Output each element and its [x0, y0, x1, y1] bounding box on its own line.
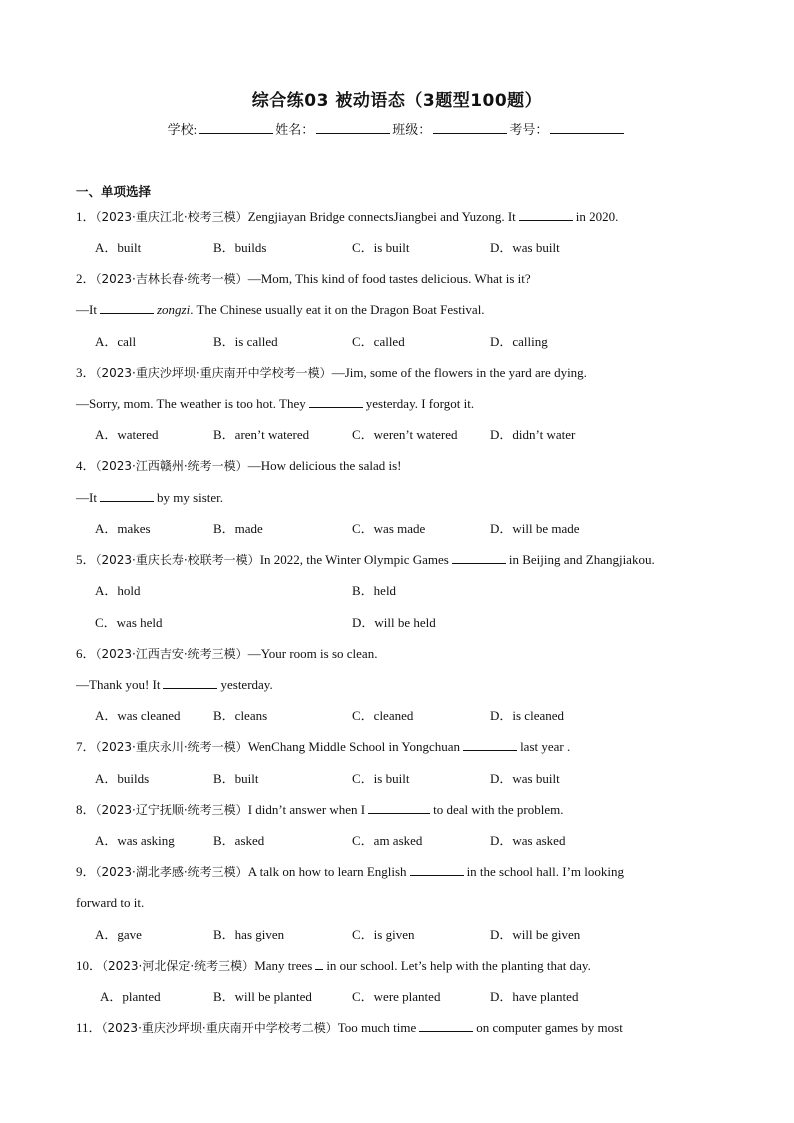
- answer-blank[interactable]: [519, 209, 573, 221]
- question-text-end: . The Chinese usually eat it on the Dragon Boat Festival.: [190, 302, 485, 317]
- answer-blank[interactable]: [309, 396, 363, 408]
- question-2-line-2: [76, 302, 485, 318]
- question-text: Zengjiayan Bridge connectsJiangbei and Yuzong. It: [247, 209, 516, 224]
- answer-blank[interactable]: [419, 1020, 473, 1032]
- question-text-end: to deal with the problem.: [433, 802, 564, 817]
- option-d[interactable]: D．calling: [490, 334, 548, 349]
- option-b[interactable]: B．made: [213, 521, 263, 536]
- question-number: 6．: [76, 646, 96, 661]
- question-text: Many trees: [254, 958, 313, 973]
- question-text: —Mom, This kind of food tastes delicious. What is it?: [247, 271, 531, 286]
- option-a[interactable]: A．hold: [95, 583, 141, 598]
- question-source: （2023·辽宁抚顺·统考三模）: [95, 803, 248, 817]
- question-text: —Sorry, mom. The weather is too hot. They: [76, 396, 306, 411]
- question-source: （2023·吉林长春·统考一模）: [95, 272, 248, 286]
- option-d[interactable]: D．have planted: [490, 989, 579, 1004]
- question-text: I didn’t answer when I: [247, 802, 366, 817]
- school-blank[interactable]: [199, 122, 273, 134]
- option-c[interactable]: C．was made: [352, 521, 426, 536]
- question-text: —Jim, some of the flowers in the yard are dying.: [331, 365, 587, 380]
- question-source: （2023·河北保定·统考三模）: [102, 959, 255, 973]
- option-a[interactable]: A．makes: [95, 521, 151, 536]
- name-label: 姓名：: [275, 122, 315, 137]
- question-text: Too much time: [337, 1020, 417, 1035]
- question-text-end: in the school hall. I’m looking: [466, 864, 624, 879]
- option-b[interactable]: B．builds: [213, 240, 267, 255]
- question-4-line-2: [76, 490, 223, 506]
- option-c[interactable]: C．am asked: [352, 833, 423, 848]
- question-text: —How delicious the salad is!: [247, 458, 402, 473]
- option-c[interactable]: C．is given: [352, 927, 415, 942]
- question-number: 8．: [76, 802, 96, 817]
- option-d[interactable]: D．will be made: [490, 521, 580, 536]
- question-source: （2023·重庆沙坪坝·重庆南开中学校考二模）: [101, 1021, 338, 1035]
- option-b[interactable]: B．has given: [213, 927, 285, 942]
- question-text-end: last year .: [520, 739, 571, 754]
- question-text-end: yesterday. I forgot it.: [365, 396, 475, 411]
- question-text-end: in our school. Let’s help with the planting that day.: [326, 958, 591, 973]
- option-d[interactable]: D．was asked: [490, 833, 566, 848]
- option-c[interactable]: C．is built: [352, 240, 410, 255]
- question-3: [76, 365, 587, 381]
- question-3-line-2: [76, 396, 474, 412]
- question-text-end: in Beijing and Zhangjiakou.: [508, 552, 655, 567]
- question-text-end: by my sister.: [156, 490, 224, 505]
- option-a[interactable]: A．call: [95, 334, 137, 349]
- question-number: 9．: [76, 864, 96, 879]
- option-c[interactable]: C．was held: [95, 615, 163, 630]
- option-c[interactable]: C．is built: [352, 771, 410, 786]
- question-number: 5．: [76, 552, 96, 567]
- question-6: [76, 646, 377, 662]
- question-4: [76, 458, 402, 474]
- question-text: —Thank you! It: [76, 677, 161, 692]
- question-source: （2023·湖北孝感·统考三模）: [95, 865, 248, 879]
- question-number: 10．: [76, 958, 103, 973]
- question-9-line-2: forward to it.: [76, 895, 145, 910]
- question-2: [76, 271, 531, 287]
- student-info-line: [0, 119, 794, 138]
- option-a[interactable]: A．was asking: [95, 833, 175, 848]
- question-1: [76, 209, 618, 225]
- option-a[interactable]: A．built: [95, 240, 142, 255]
- exam-no-blank[interactable]: [550, 122, 624, 134]
- question-text: WenChang Middle School in Yongchuan: [247, 739, 461, 754]
- option-d[interactable]: D．will be given: [490, 927, 581, 942]
- question-number: 4．: [76, 458, 96, 473]
- section-heading: 一、单项选择: [76, 184, 152, 199]
- option-b[interactable]: B．aren’t watered: [213, 427, 310, 442]
- question-number: 11．: [76, 1020, 102, 1035]
- answer-blank[interactable]: [163, 677, 217, 689]
- question-7: [76, 739, 570, 755]
- question-10: [76, 958, 591, 974]
- option-a[interactable]: A．planted: [100, 989, 161, 1004]
- question-11: [76, 1020, 623, 1036]
- school-label: 学校:: [167, 122, 198, 137]
- question-source: （2023·江西赣州·统考一模）: [95, 459, 248, 473]
- question-number: 7．: [76, 739, 96, 754]
- answer-blank[interactable]: [315, 958, 323, 970]
- option-d[interactable]: D．was built: [490, 771, 560, 786]
- answer-blank[interactable]: [452, 552, 506, 564]
- option-b[interactable]: B．will be planted: [213, 989, 312, 1004]
- class-blank[interactable]: [433, 122, 507, 134]
- option-b[interactable]: B．held: [352, 583, 397, 598]
- option-b[interactable]: B．built: [213, 771, 259, 786]
- option-c[interactable]: C．called: [352, 334, 405, 349]
- question-number: 2．: [76, 271, 96, 286]
- answer-blank[interactable]: [463, 739, 517, 751]
- question-text-end: on computer games by most: [476, 1020, 623, 1035]
- question-text: —It: [76, 302, 97, 317]
- class-label: 班级：: [392, 122, 432, 137]
- page-title: 综合练03 被动语态（3题型100题）: [251, 91, 543, 111]
- question-text-end: in 2020.: [575, 209, 619, 224]
- question-text-end: yesterday.: [220, 677, 273, 692]
- italic-word: zongzi: [156, 302, 191, 317]
- option-c[interactable]: C．weren’t watered: [352, 427, 458, 442]
- option-c[interactable]: C．cleaned: [352, 708, 414, 723]
- option-c[interactable]: C．were planted: [352, 989, 441, 1004]
- question-text: In 2022, the Winter Olympic Games: [259, 552, 449, 567]
- question-source: （2023·重庆长寿·校联考一模）: [95, 553, 260, 567]
- option-a[interactable]: A．gave: [95, 927, 142, 942]
- option-b[interactable]: B．asked: [213, 833, 265, 848]
- name-blank[interactable]: [316, 122, 390, 134]
- option-b[interactable]: B．is called: [213, 334, 278, 349]
- option-d[interactable]: D．didn’t water: [490, 427, 576, 442]
- question-source: （2023·江西吉安·统考三模）: [95, 647, 248, 661]
- option-a[interactable]: A．builds: [95, 771, 150, 786]
- question-text: —Your room is so clean.: [247, 646, 378, 661]
- question-5: [76, 552, 655, 568]
- option-b[interactable]: B．cleans: [213, 708, 268, 723]
- answer-blank[interactable]: [100, 490, 154, 502]
- question-8: [76, 802, 563, 818]
- question-text: A talk on how to learn English: [247, 864, 407, 879]
- answer-blank[interactable]: [410, 864, 464, 876]
- option-a[interactable]: A．was cleaned: [95, 708, 181, 723]
- option-d[interactable]: D．was built: [490, 240, 560, 255]
- answer-blank[interactable]: [100, 302, 154, 314]
- exam-no-label: 考号：: [509, 122, 549, 137]
- question-number: 3．: [76, 365, 96, 380]
- answer-blank[interactable]: [368, 802, 430, 814]
- question-6-line-2: [76, 677, 273, 693]
- option-d[interactable]: D．is cleaned: [490, 708, 565, 723]
- question-number: 1．: [76, 209, 96, 224]
- option-d[interactable]: D．will be held: [352, 615, 436, 630]
- option-a[interactable]: A．watered: [95, 427, 159, 442]
- question-text: —It: [76, 490, 97, 505]
- question-source: （2023·重庆永川·统考一模）: [95, 740, 248, 754]
- question-9: [76, 864, 624, 880]
- question-source: （2023·重庆沙坪坝·重庆南开中学校考一模）: [95, 366, 332, 380]
- question-source: （2023·重庆江北·校考三模）: [95, 210, 248, 224]
